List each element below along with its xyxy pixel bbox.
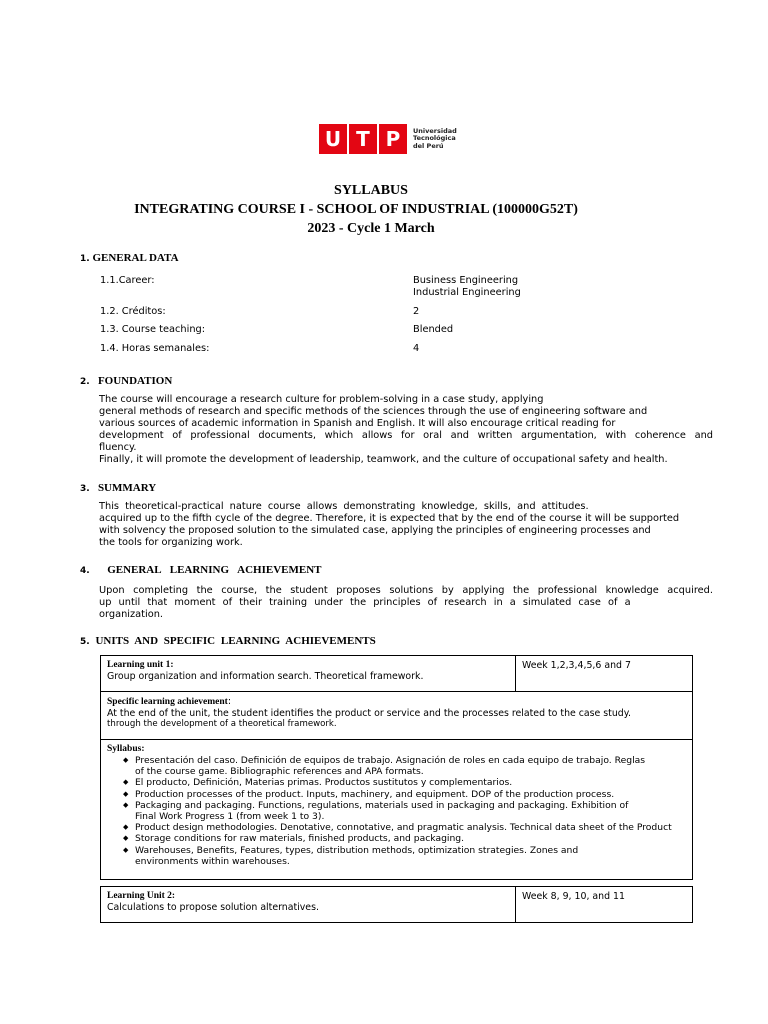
utp-logo [319, 124, 457, 154]
achievement-paragraph: Upon completing the course, the student proposes solutions by applying the professional knowledge acquired. up until that moment of their training under the principles of research in a simulated case of a organization. [99, 585, 713, 620]
unit-2-label: Learning Unit 2: [107, 891, 176, 901]
section-2-heading: 2. FOUNDATION [80, 375, 173, 387]
syllabus-item: ◆ Packaging and packaging. Functions, regulations, materials used in packaging and packaging. Exhibition of Final Work Progress 1 (from week 1 to 3). [135, 800, 686, 822]
unit-1-table [100, 655, 693, 880]
section-3-heading: 3. SUMMARY [80, 482, 157, 494]
unit-1-label: Learning unit 1: [107, 660, 174, 670]
syllabus-item: ◆ Presentación del caso. Definición de equipos de trabajo. Asignación de roles en cada equipo de trabajo. Reglas of the course game. Bibliographic references and APA formats. [135, 755, 686, 777]
teaching-value: Blended [413, 324, 454, 335]
syllabus-list [107, 755, 686, 867]
unit-1-weeks: Week 1,2,3,4,5,6 and 7 [516, 656, 693, 692]
achievement-text-2: through the development of a theoretical framework. [107, 719, 337, 729]
teaching-label: 1.3. Course teaching: [100, 324, 206, 335]
unit-1-title-cell [101, 656, 516, 692]
logo-letter-u: U [319, 124, 347, 154]
syllabus-label: Syllabus: [107, 744, 145, 754]
foundation-paragraph: The course will encourage a research culture for problem-solving in a case study, applying general methods of research and specific methods of the sciences through the use of engineering software and various sources of academic information in Spanish and English. It will also encourage critical reading for development of professional documents, which allows for oral and written argumentation, with coherence and fluency. Finally, it will promote the development of leadership, teamwork, and the culture of occupational safety and health. [99, 394, 713, 465]
unit-1-text: Group organization and information search. Theoretical framework. [107, 671, 424, 682]
section-5-heading: 5. UNITS AND SPECIFIC LEARNING ACHIEVEMENTS [80, 635, 376, 647]
credits-value: 2 [413, 306, 420, 317]
summary-paragraph: This theoretical-practical nature course allows demonstrating knowledge, skills, and attitudes. acquired up to the fifth cycle of the degree. Therefore, it is expected that by the end of the course it will be supported with solvency the proposed solution to the simulated case, applying the principles of engineering processes and the tools for organizing work. [99, 501, 680, 548]
hours-value: 4 [413, 343, 420, 354]
career-value-1: Business Engineering [413, 275, 519, 286]
unit-2-weeks: Week 8, 9, 10, and 11 [516, 887, 693, 923]
syllabus-item: ◆ El producto, Definición, Materias primas. Productos sustitutos y complementarios. [135, 777, 686, 788]
course-title: INTEGRATING COURSE I - SCHOOL OF INDUSTRIAL (100000G52T) [134, 202, 578, 217]
credits-label: 1.2. Créditos: [100, 306, 166, 317]
syllabus-item: ◆ Warehouses, Benefits, Features, types, distribution methods, optimization strategies. Zones and environments within warehouses. [135, 845, 686, 867]
section-1-heading: 1. GENERAL DATA [80, 252, 179, 264]
career-value-2: Industrial Engineering [413, 287, 521, 298]
achievement-label: Specific learning achievement [107, 697, 228, 707]
career-label: 1.1.Career: [100, 275, 155, 286]
unit-2-title-cell [101, 887, 516, 923]
logo-letter-p: P [379, 124, 407, 154]
achievement-text-1: At the end of the unit, the student identifies the product or service and the processes related to the case study. [107, 708, 631, 719]
doc-title: SYLLABUS [334, 183, 408, 198]
syllabus-item: ◆ Storage conditions for raw materials, finished products, and packaging. [135, 833, 686, 844]
unit-2-text: Calculations to propose solution alternatives. [107, 902, 319, 913]
logo-wordmark: Universidad Tecnológica del Perú [413, 126, 457, 150]
unit-2-table [100, 886, 693, 923]
syllabus-item: ◆ Product design methodologies. Denotative, connotative, and pragmatic analysis. Technical data sheet of the Product [135, 822, 686, 833]
cycle-title: 2023 - Cycle 1 March [307, 221, 435, 236]
logo-letter-t: T [349, 124, 377, 154]
unit-1-syllabus-cell [101, 740, 693, 880]
syllabus-item: ◆ Production processes of the product. Inputs, machinery, and equipment. DOP of the production process. [135, 789, 686, 800]
hours-label: 1.4. Horas semanales: [100, 343, 210, 354]
unit-1-achievement-cell: Specific learning achievement: At the end of the unit, the student identifies the product or service and the processes related to the case study. through the development of a theoretical framework. [101, 692, 693, 740]
section-4-heading: 4. GENERAL LEARNING ACHIEVEMENT [80, 564, 322, 576]
